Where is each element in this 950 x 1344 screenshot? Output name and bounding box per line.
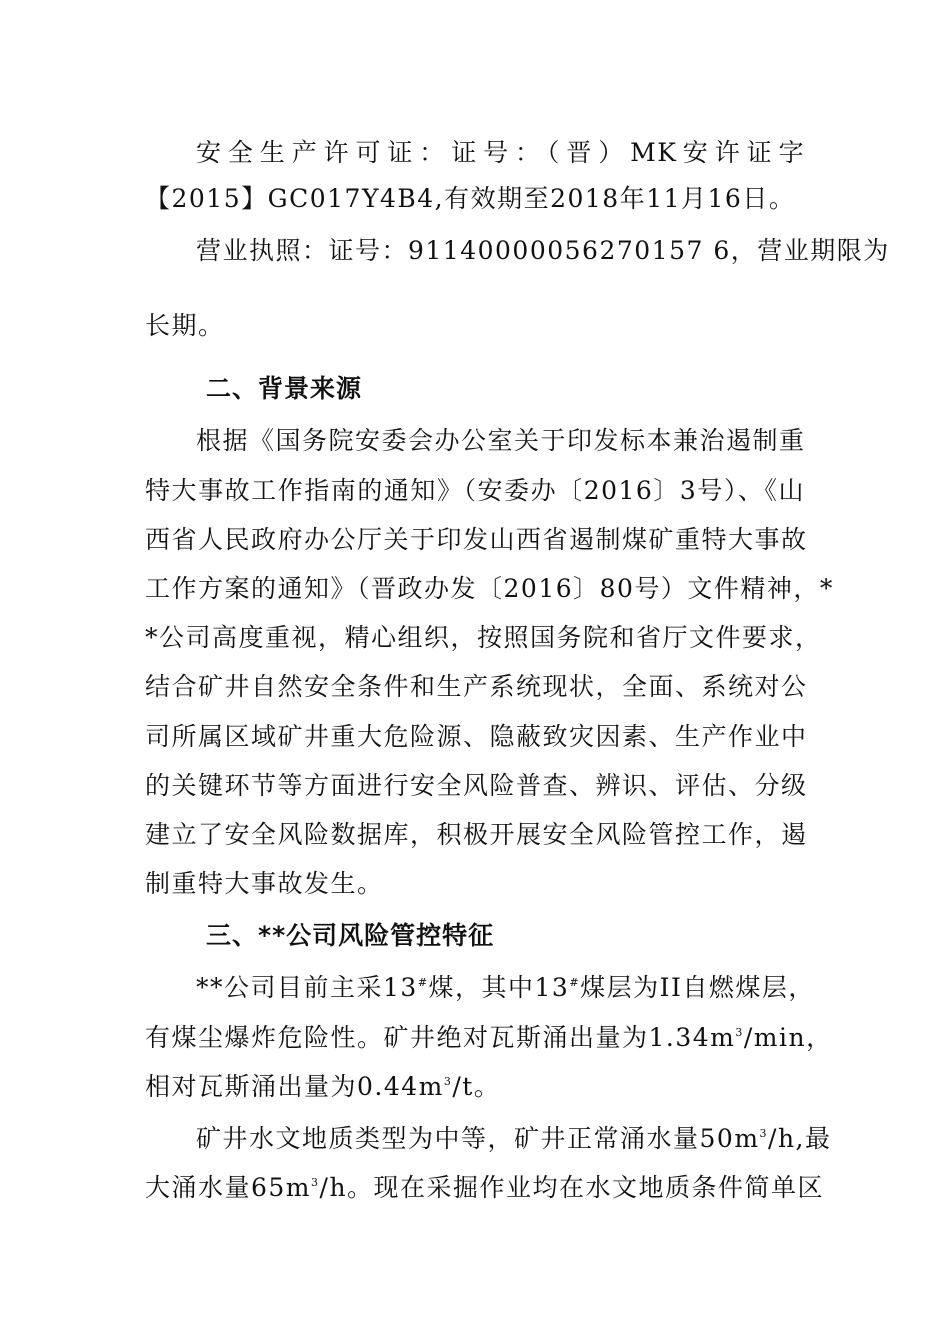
section-2-line: *公司高度重视，精心组织，按照国务院和省厅文件要求， [145, 623, 822, 652]
business-license-line-1: 营业执照：证号：91140000056270157 6，营业期限为 [196, 236, 890, 265]
section-3-water-line-1: 矿井水文地质类型为中等，矿井正常涌水量$50m^3/h$,最 [196, 1124, 832, 1153]
section-3-heading: 三、**公司风险管控特征 [206, 921, 495, 950]
section-3-coal-line-2: 有煤尘爆炸危险性。矿井绝对瓦斯涌出量为$1.34m^3/\min$， [145, 1023, 833, 1052]
license-line-1: 安全生产许可证：证号：（晋）MK安许证字 [196, 138, 805, 167]
section-2-line: 制重特大事故发生。 [145, 869, 384, 898]
section-3-water-line-2: 大涌水量$65m^3/h$。现在采掘作业均在水文地质条件简单区 [145, 1173, 825, 1202]
section-2-line: 特大事故工作指南的通知》（安委办〔2016〕3号）、《山 [145, 476, 805, 505]
section-3-coal-line-1: **公司目前主采13#煤，其中13#煤层为II自燃煤层， [196, 973, 815, 1002]
section-2-line: 工作方案的通知》（晋政办发〔2016〕80号）文件精神，* [145, 574, 834, 603]
business-license-line-2: 长期。 [145, 311, 225, 340]
license-line-2: 【2015】GC017Y4B4,有效期至2018年11月16日。 [145, 184, 796, 213]
section-2-line: 结合矿井自然安全条件和生产系统现状，全面、系统对公 [145, 672, 808, 701]
section-2-heading: 二、背景来源 [206, 374, 363, 403]
section-2-line: 司所属区域矿井重大危险源、隐蔽致灾因素、生产作业中 [145, 722, 808, 751]
section-2-line: 建立了安全风险数据库，积极开展安全风险管控工作，遏 [145, 820, 808, 849]
section-2-line: 根据《国务院安委会办公室关于印发标本兼治遏制重 [196, 426, 806, 455]
section-2-line: 的关键环节等方面进行安全风险普查、辨识、评估、分级 [145, 771, 808, 800]
section-3-coal-line-3: 相对瓦斯涌出量为$0.44m^3/t$。 [145, 1072, 501, 1101]
section-2-line: 西省人民政府办公厅关于印发山西省遏制煤矿重特大事故 [145, 525, 808, 554]
